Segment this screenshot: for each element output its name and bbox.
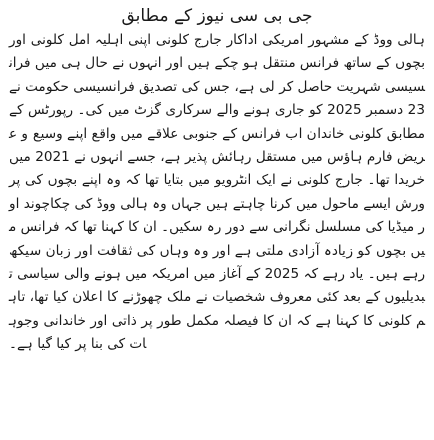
article-body: ہالی ووڈ کے مشہور امریکی اداکار جارج کلونی اپنی اہلیہ امل کلونی اور بچوں کے ساتھ فرانس منتقل ہو چکے ہیں اور انہوں نے حال ہی میں فرانسیسی شہریت حاصل کر لی ہے، جس کی تصدیق فرانسیسی حکومت نے 23 دسمبر 2025 کو جاری ہونے والے سرکاری گزٹ میں کی۔ رپورٹس کے مطابق کلونی خاندان اب فرانس کے جنوبی علاقے میں واقع اپنے وسیع و عریض فارم ہاؤس میں مستقل رہائش پذیر ہے، جسے انہوں نے 2021 میں خریدا تھا۔ جارج کلونی نے ایک انٹرویو میں بتایا تھا کہ وہ اپنے بچوں کی پرورش ایسے ماحول میں کرنا چاہتے ہیں جہاں وہ ہالی ووڈ کی چکاچوند اور میڈیا کی مسلسل نگرانی سے دور رہ سکیں۔ ان کا کہنا تھا کہ فرانس میں بچوں کو زیادہ آزادی ملتی ہے اور وہ وہاں کی ثقافت اور زبان سیکھ رہے ہیں۔ یاد رہے کہ 2025 کے آغاز میں امریکہ میں ہونے والی سیاسی تبدیلیوں کے بعد کئی معروف شخصیات نے ملک چھوڑنے کا اعلان کیا تھا، تاہم کلونی کا کہنا ہے کہ ان کا فیصلہ مکمل طور پر ذاتی اور خاندانی وجوہات کی بنا پر کیا گیا ہے۔ xyxy=(9,32,426,353)
article-title: جی بی سی نیوز کے مطابق xyxy=(121,6,313,26)
